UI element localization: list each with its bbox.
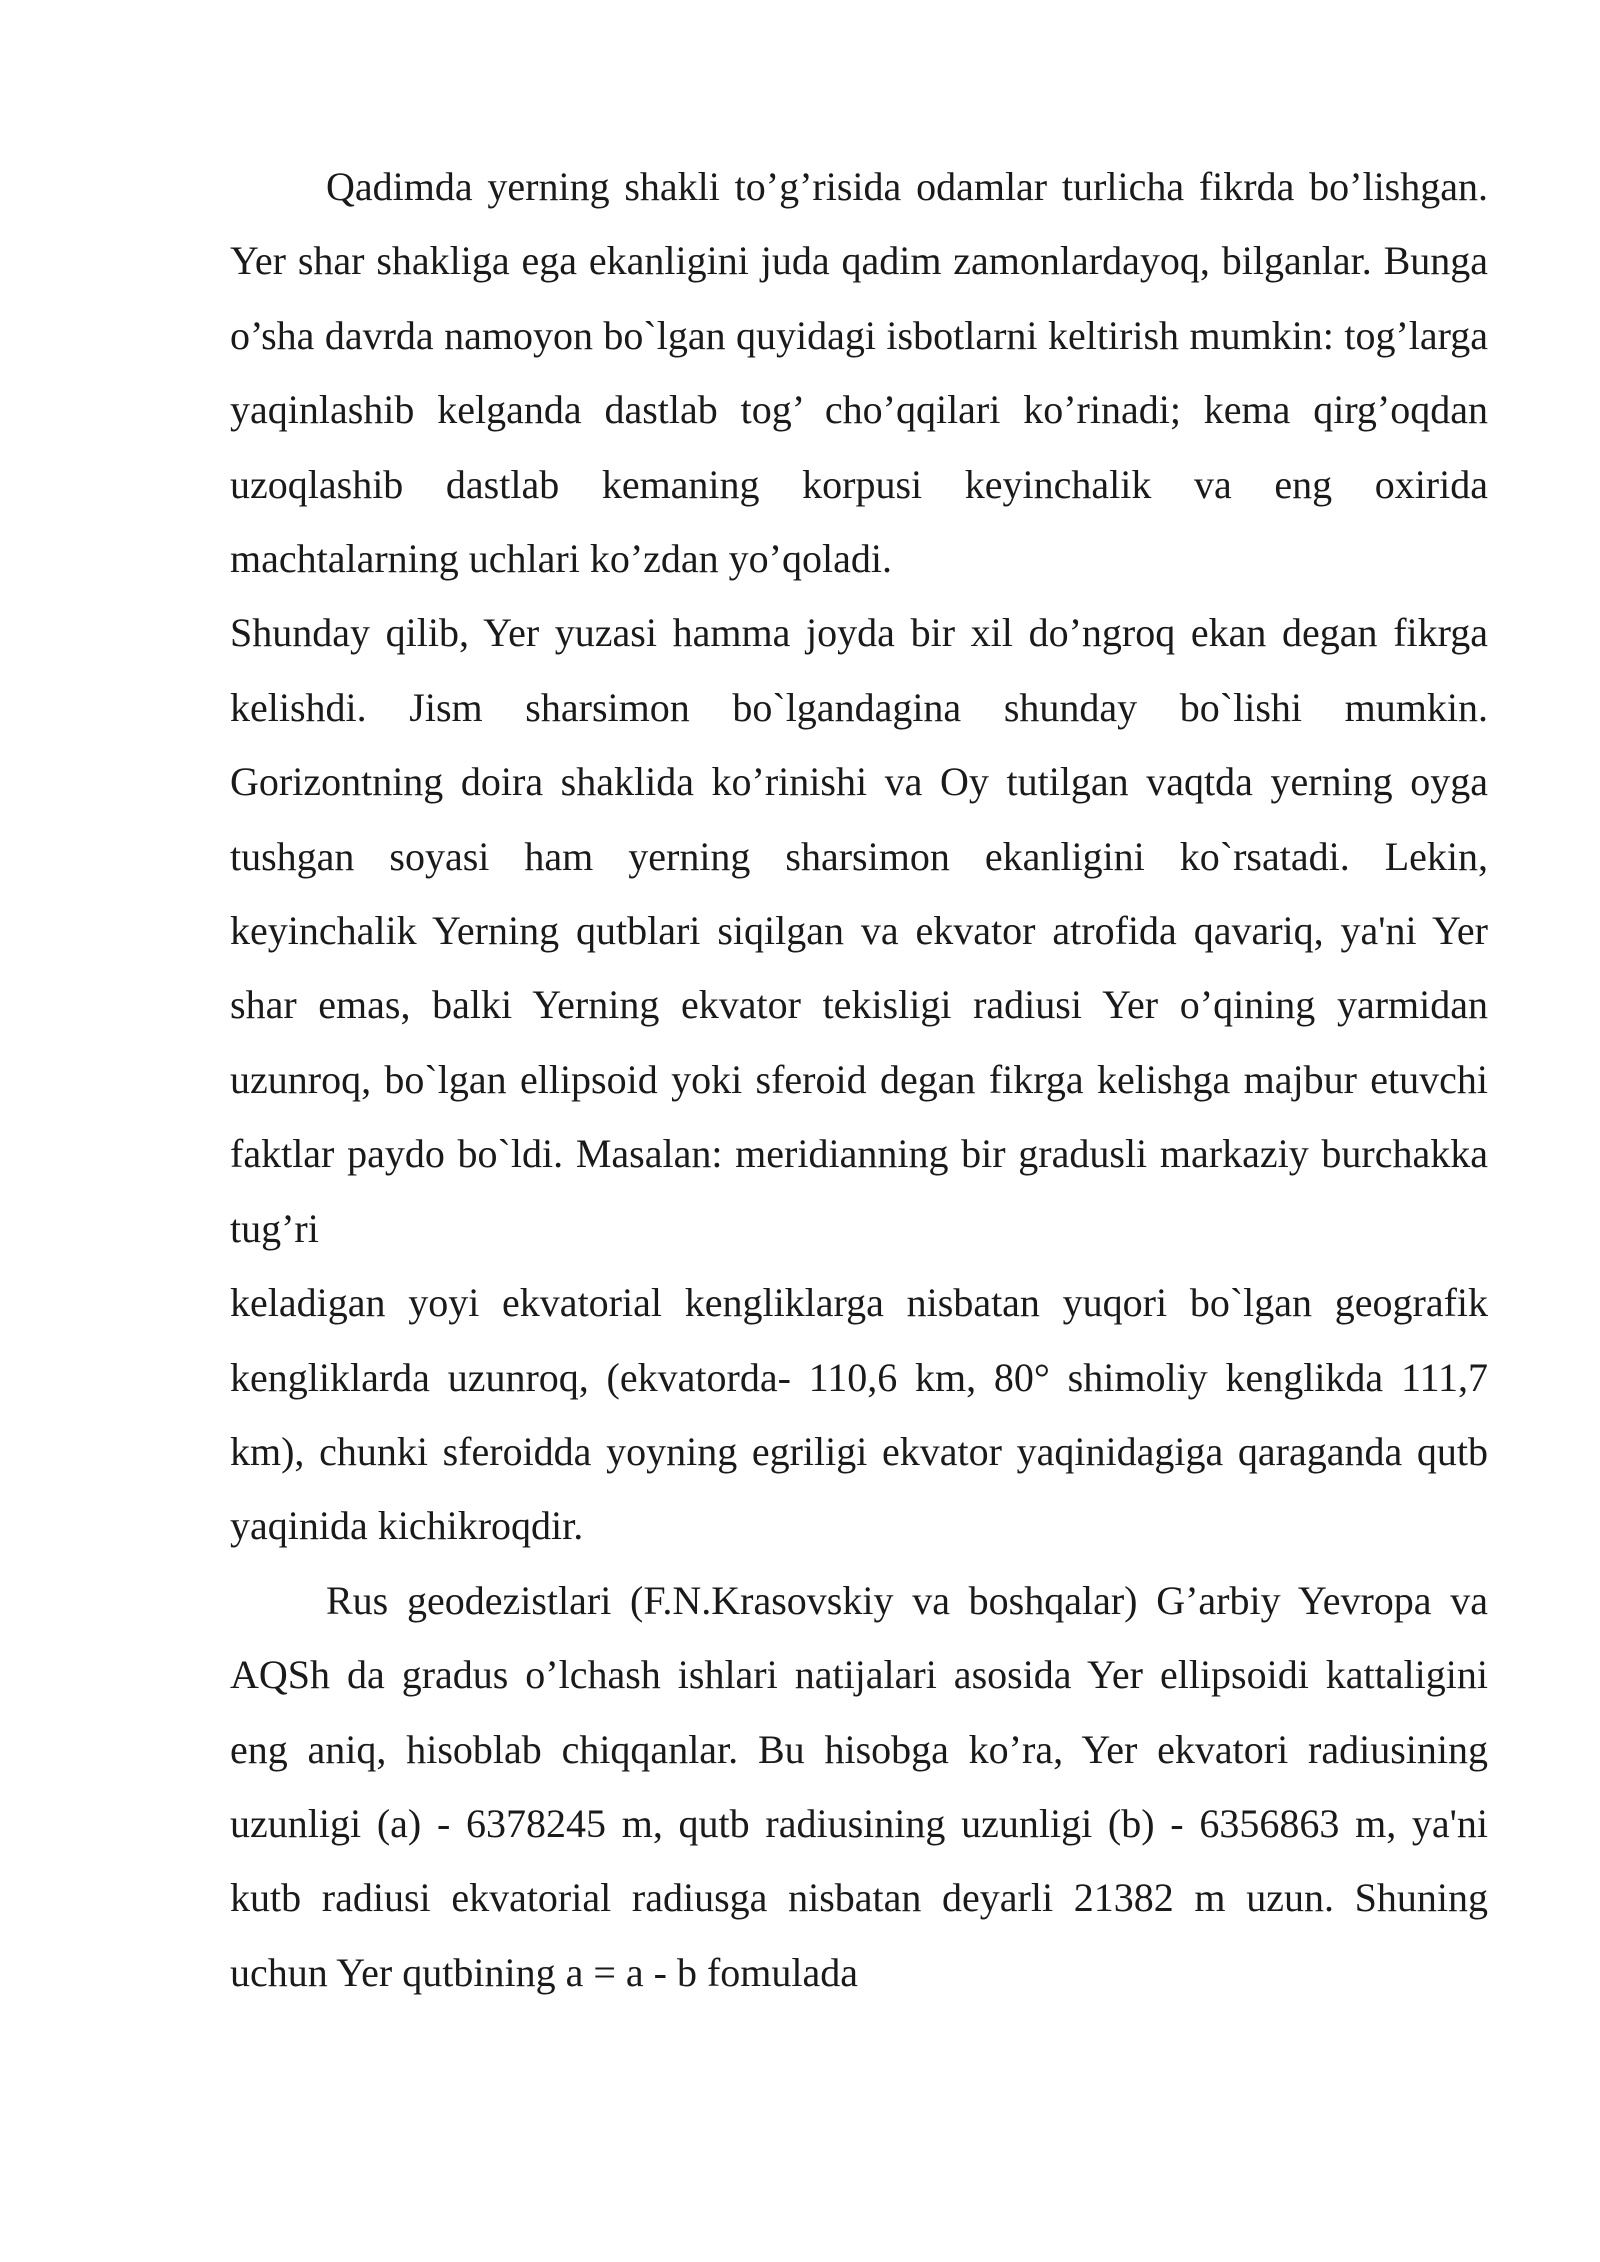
document-body — [230, 150, 1488, 2010]
paragraph-krasovskiy-ellipsoid: Rus geodezistlari (F.N.Krasovskiy va boshqalar) G’arbiy Yevropa va AQSh da gradus o’lchash ishlari natijalari asosida Yer ellipsoidi kattaligini eng aniq, hisoblab chiqqanlar. Bu hisobga ko’ra, Yer ekvatori radiusining uzunligi (a) - 6378245 m, qutb radiusining uzunligi (b) - 6356863 m, ya'ni kutb radiusi ekvatorial radiusga nisbatan deyarli 21382 m uzun. Shuning uchun Yer qutbining a = a - b fomulada — [230, 1577, 1488, 1995]
paragraph-earth-shape-history: Qadimda yerning shakli to’g’risida odamlar turlicha fikrda bo’lishgan. Yer shar shakliga ega ekanligini juda qadim zamonlardayoq, bilganlar. Bunga o’sha davrda namoyon bo`lgan quyidagi isbotlarni keltirish mumkin: tog’larga yaqinlashib kelganda dastlab tog’ cho’qqilari ko’rinadi; kema qirg’oqdan uzoqlashib dastlab kemaning korpusi keyinchalik va eng oxirida machtalarning uchlari ko’zdan yo’qoladi. — [230, 164, 1488, 582]
paragraph-spherical-evidence: Shunday qilib, Yer yuzasi hamma joyda bir xil do’ngroq ekan degan fikrga kelishdi. Jism sharsimon bo`lgandagina shunday bo`lishi mumkin. Gorizontning doira shaklida ko’rinishi va Oy tutilgan vaqtda yerning oyga tushgan soyasi ham yerning sharsimon ekanligini ko`rsatadi. Lekin, keyinchalik Yerning qutblari siqilgan va ekvator atrofida qavariq, ya'ni Yer shar emas, balki Yerning ekvator tekisligi radiusi Yer o’qining yarmidan uzunroq, bo`lgan ellipsoid yoki sferoid degan fikrga kelishga majbur etuvchi faktlar paydo bo`ldi. Masalan: meridianning bir gradusli markaziy burchakka tug’ri — [230, 610, 1488, 1251]
paragraph-meridian-arc: keladigan yoyi ekvatorial kengliklarga nisbatan yuqori bo`lgan geografik kengliklarda uzunroq, (ekvatorda- 110,6 km, 80° shimoliy kenglikda 111,7 km), chunki sferoidda yoyning egriligi ekvator yaqinidagiga qaraganda qutb yaqinida kichikroqdir. — [230, 1280, 1488, 1549]
